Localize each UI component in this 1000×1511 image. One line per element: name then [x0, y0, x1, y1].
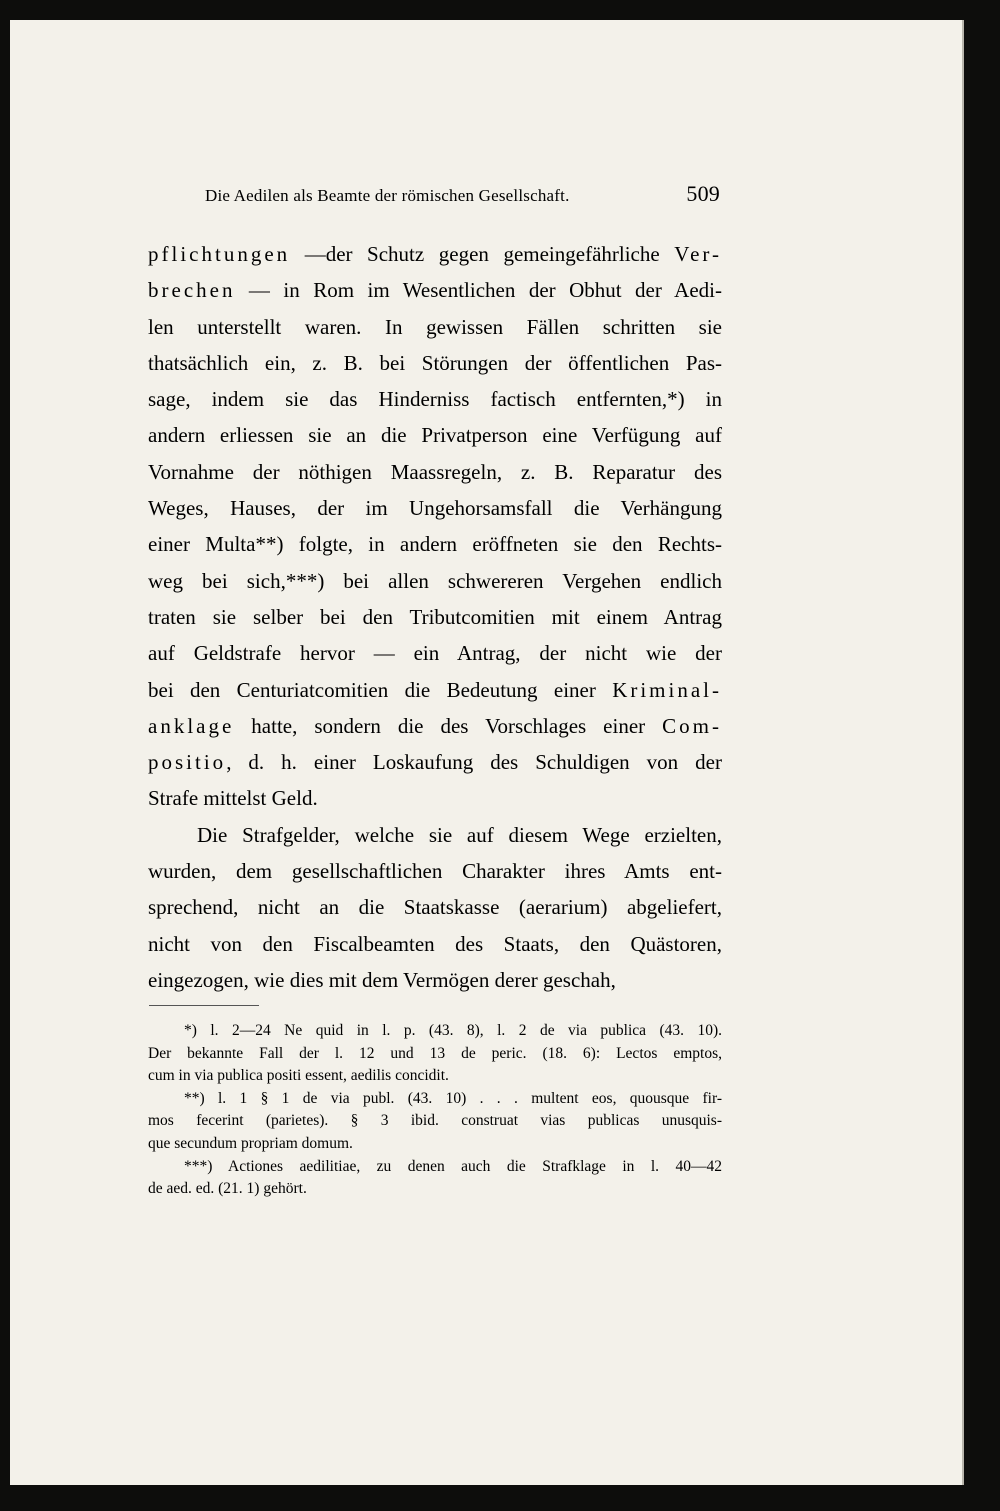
spaced-emphasis: anklage	[148, 713, 235, 738]
text-run: len unterstellt waren. In gewissen Fällen schritten sie	[148, 314, 722, 339]
text-run: weg bei sich,***) bei allen schwereren Vergehen endlich	[148, 568, 722, 593]
text-run: sprechend, nicht an die Staatskasse (aerarium) abgeliefert,	[148, 895, 722, 920]
text-line	[148, 490, 722, 526]
text-run: Vornahme der nöthigen Maassregeln, z. B. Reparatur des	[148, 459, 722, 484]
text-run: thatsächlich ein, z. B. bei Störungen der öffentlichen Pas-	[148, 350, 722, 375]
text-line	[148, 889, 722, 925]
text-run: Die Strafgelder, welche sie auf diesem Wege erzielten,	[197, 822, 722, 847]
text-run: nicht von den Fiscalbeamten des Staats, den Quästoren,	[148, 931, 722, 956]
page-edge	[962, 20, 964, 1485]
text-run: wurden, dem gesellschaftlichen Charakter ihres Amts ent-	[148, 859, 722, 884]
footnotes	[148, 1020, 722, 1201]
text-line	[148, 417, 722, 453]
text-run: traten sie selber bei den Tributcomitien mit einem Antrag	[148, 604, 722, 629]
text-line	[148, 853, 722, 889]
text-line	[148, 526, 722, 562]
text-line	[148, 381, 722, 417]
text-run: Strafe mittelst Geld.	[148, 786, 318, 811]
footnote-line: *) l. 2—24 Ne quid in l. p. (43. 8), l. 2 de via publica (43. 10).	[184, 1022, 722, 1039]
text-line	[148, 708, 722, 744]
text-run: hatte, sondern die des Vorschlages einer	[234, 713, 663, 738]
text-run: eingezogen, wie dies mit dem Vermögen derer geschah,	[148, 967, 616, 992]
text-run: —der Schutz gegen gemeingefährliche	[290, 242, 675, 266]
text-line	[148, 635, 722, 671]
text-line	[148, 744, 722, 780]
text-run: , d. h. einer Loskaufung des Schuldigen von der	[226, 750, 722, 775]
footnote-line: **) l. 1 § 1 de via publ. (43. 10) . . . multent eos, quousque fir-	[184, 1089, 722, 1107]
text-line	[148, 563, 722, 599]
text-run: bei den Centuriatcomitien die Bedeutung einer	[148, 677, 613, 702]
text-line	[148, 345, 722, 381]
spaced-emphasis: Ver-	[674, 242, 722, 266]
spaced-emphasis: Kriminal-	[612, 677, 722, 702]
footnote-line: ***) Actiones aedilitiae, zu denen auch die Strafklage in l. 40—42	[184, 1157, 722, 1175]
footnote-rule	[149, 1005, 259, 1006]
spaced-emphasis: positio	[148, 750, 227, 775]
text-line	[148, 926, 722, 962]
text-run: — in Rom im Wesentlichen der Obhut der Aedi-	[235, 278, 722, 303]
footnote-line: de aed. ed. (21. 1) gehört.	[148, 1180, 307, 1198]
text-line	[148, 599, 722, 635]
text-run: andern erliessen sie an die Privatperson eine Verfügung auf	[148, 423, 722, 448]
text-line	[148, 454, 722, 490]
text-run: Weges, Hauses, der im Ungehorsamsfall die Verhängung	[148, 496, 722, 521]
footnote-line: mos fecerint (parietes). § 3 ibid. construat vias publicas unusquis-	[148, 1112, 722, 1130]
main-text	[148, 236, 722, 998]
running-title: Die Aedilen als Beamte der römischen Gesellschaft.	[205, 186, 570, 205]
spaced-emphasis: Com-	[662, 713, 722, 738]
page-number: 509	[686, 181, 720, 206]
text-line	[148, 309, 722, 345]
footnote-line: que secundum propriam domum.	[148, 1134, 353, 1152]
text-line	[148, 962, 722, 998]
footnote-line: cum in via publica positi essent, aedilis concidit.	[148, 1067, 449, 1085]
spaced-emphasis: brechen	[148, 278, 236, 303]
running-header	[205, 181, 720, 207]
text-line	[148, 272, 722, 308]
footnote-line: Der bekannte Fall der l. 12 und 13 de peric. (18. 6): Lectos emptos,	[148, 1044, 722, 1062]
text-line	[148, 780, 722, 816]
text-line	[148, 236, 722, 272]
text-run: einer Multa**) folgte, in andern eröffneten sie den Rechts-	[148, 532, 722, 557]
spaced-emphasis: pflichtungen	[148, 242, 291, 266]
text-line	[148, 672, 722, 708]
text-run: auf Geldstrafe hervor — ein Antrag, der nicht wie der	[148, 641, 722, 666]
text-line	[148, 817, 722, 853]
text-run: sage, indem sie das Hinderniss factisch entfernten,*) in	[148, 387, 722, 412]
